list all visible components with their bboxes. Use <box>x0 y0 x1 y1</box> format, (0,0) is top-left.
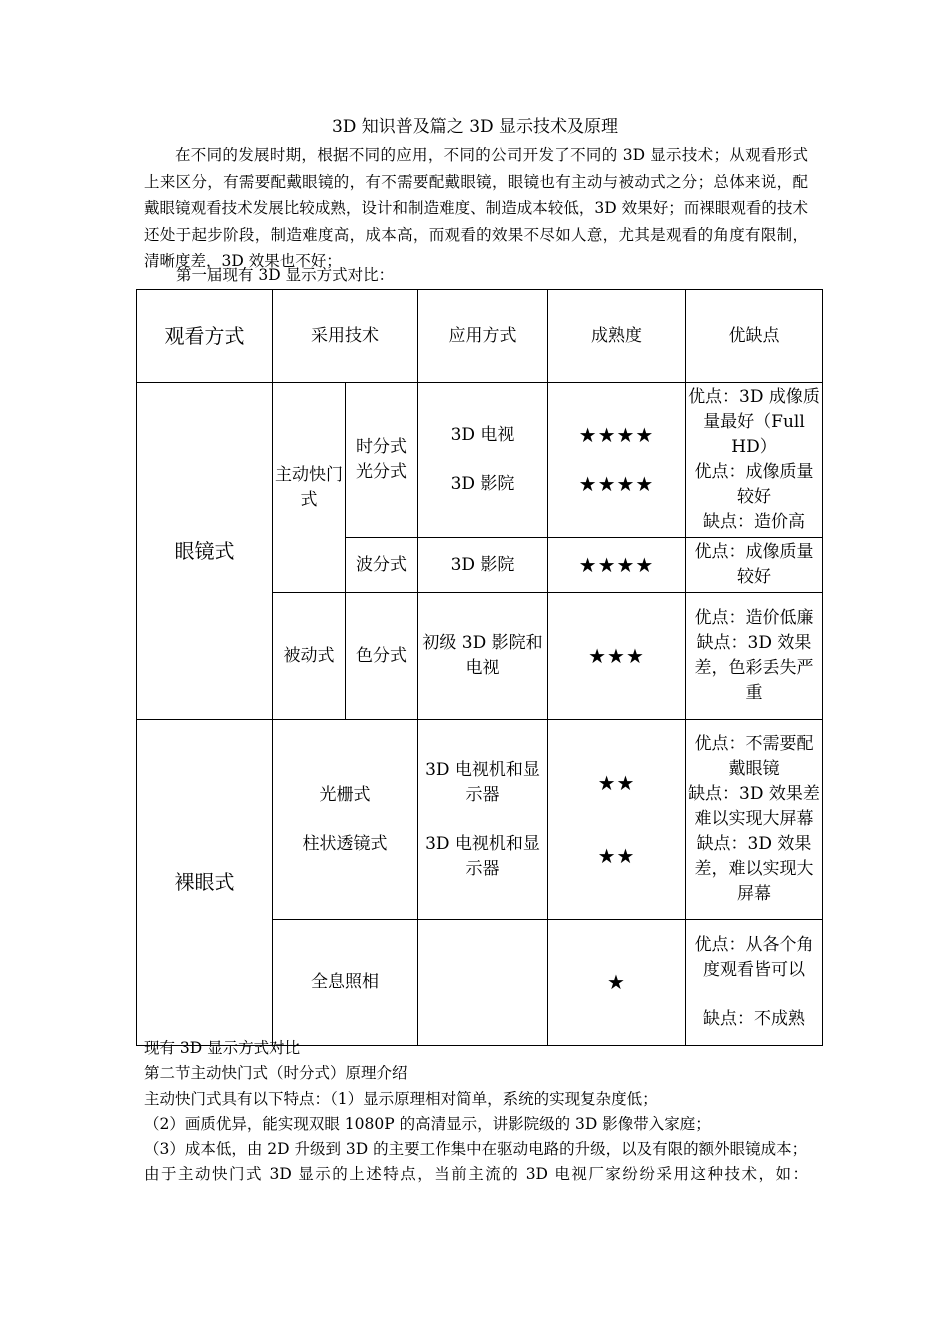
header-maturity: 成熟度 <box>548 290 686 383</box>
pros-time: 优点：3D 成像质量最好（Full HD） <box>688 387 820 457</box>
maturity-stars-color: ★★★ <box>548 593 686 720</box>
glasses-group-label: 眼镜式 <box>137 383 273 720</box>
closing-line: 由于主动快门式 3D 显示的上述特点，当前主流的 3D 电视厂家纷纷采用这种技术，如： <box>144 1165 808 1184</box>
cons-holography: 缺点：不成熟 <box>703 1009 805 1029</box>
time-light-pros-cons-cell <box>686 383 823 538</box>
pros-holography: 优点：从各个角度观看皆可以 <box>694 935 814 980</box>
cons-light: 缺点：造价高 <box>703 512 805 532</box>
section-heading: 第二节主动快门式（时分式）原理介绍 <box>144 1064 408 1083</box>
holography-label: 全息照相 <box>273 920 418 1046</box>
wave-division-label: 波分式 <box>346 538 418 593</box>
cons-lenticular: 缺点：3D 效果差，难以实现大屏幕 <box>694 834 814 904</box>
maturity-stars-wave: ★★★★ <box>548 538 686 593</box>
cons-color: 缺点：3D 效果差，色彩丢失严重 <box>694 633 814 703</box>
color-division-label: 色分式 <box>346 593 418 720</box>
cons-grating: 缺点：3D 效果差难以实现大屏幕 <box>688 784 820 829</box>
passive-label: 被动式 <box>273 593 346 720</box>
header-application: 应用方式 <box>418 290 548 383</box>
active-shutter-label: 主动快门式 <box>273 383 346 593</box>
table-row <box>137 720 823 920</box>
feature-line-1: 主动快门式具有以下特点：（1）显示原理相对简单，系统的实现复杂度低； <box>144 1089 658 1108</box>
intro-paragraph <box>144 142 808 275</box>
table-intro: 第一届现有 3D 显示方式对比： <box>176 266 395 284</box>
time-light-division-cell <box>346 383 418 538</box>
header-pros-cons: 优缺点 <box>686 290 823 383</box>
wave-application: 3D 影院 <box>418 538 548 593</box>
pros-color: 优点：造价低廉 <box>694 608 814 628</box>
comparison-table <box>136 289 823 1046</box>
color-pros-cons-cell <box>686 593 823 720</box>
table-caption: 现有 3D 显示方式对比 <box>144 1039 301 1057</box>
holography-pros-cons-cell <box>686 920 823 1046</box>
grating-label: 光栅式 <box>319 784 371 805</box>
pros-naked: 优点：不需要配戴眼镜 <box>694 734 814 779</box>
maturity-stars-grating: ★★ <box>597 770 636 795</box>
time-division-label: 时分式 <box>356 437 407 457</box>
app-3d-cinema: 3D 影院 <box>450 474 515 494</box>
naked-eye-group-label: 裸眼式 <box>137 720 273 1046</box>
pros-light: 优点：成像质量较好 <box>694 462 814 507</box>
maturity-stars-light: ★★★★ <box>578 472 655 496</box>
header-view-mode: 观看方式 <box>137 290 273 383</box>
feature-line-3: （3）成本低，由 2D 升级到 3D 的主要工作集中在驱动电路的升级，以及有限的额外眼镜成本； <box>144 1140 808 1159</box>
maturity-stars-holography: ★ <box>548 920 686 1046</box>
feature-line-2: （2）画质优异，能实现双眼 1080P 的高清显示，讲影院级的 3D 影像带入家庭； <box>144 1114 711 1133</box>
header-technology: 采用技术 <box>273 290 418 383</box>
light-division-label: 光分式 <box>356 462 407 482</box>
maturity-stars-time: ★★★★ <box>578 423 655 447</box>
table-header-row <box>137 290 823 383</box>
page-title: 3D 知识普及篇之 3D 显示技术及原理 <box>331 117 619 137</box>
lenticular-label: 柱状透镜式 <box>302 833 388 854</box>
time-light-application-cell <box>418 383 548 538</box>
app-3d-tv: 3D 电视 <box>450 425 515 445</box>
body-text <box>144 1036 808 1188</box>
holography-application <box>418 920 548 1046</box>
naked-tech-cell <box>273 720 418 920</box>
intro-text: 在不同的发展时期，根据不同的应用，不同的公司开发了不同的 3D 显示技术；从观看形式上来区分，有需要配戴眼镜的，有不需要配戴眼镜，眼镜也有主动与被动式之分；总体来说，配戴眼镜观看技术发展比较成熟，设计和制造难度、制造成本较低，3D 效果好；而裸眼观看的技术还处于起步阶段，制造难度高，成本高，而观看的效果不尽如人意，尤其是观看的角度有限制，清晰度差，3D 效果也不好； <box>144 146 808 270</box>
naked-pros-cons-cell <box>686 720 823 920</box>
table-row <box>137 383 823 538</box>
time-light-maturity-cell <box>548 383 686 538</box>
naked-maturity-cell <box>548 720 686 920</box>
pros-wave: 优点：成像质量较好 <box>686 538 823 593</box>
app-lenticular: 3D 电视机和显示器 <box>425 833 540 879</box>
maturity-stars-lenticular: ★★ <box>597 843 636 868</box>
app-grating: 3D 电视机和显示器 <box>425 759 540 805</box>
color-application: 初级 3D 影院和电视 <box>418 593 548 720</box>
naked-application-cell <box>418 720 548 920</box>
